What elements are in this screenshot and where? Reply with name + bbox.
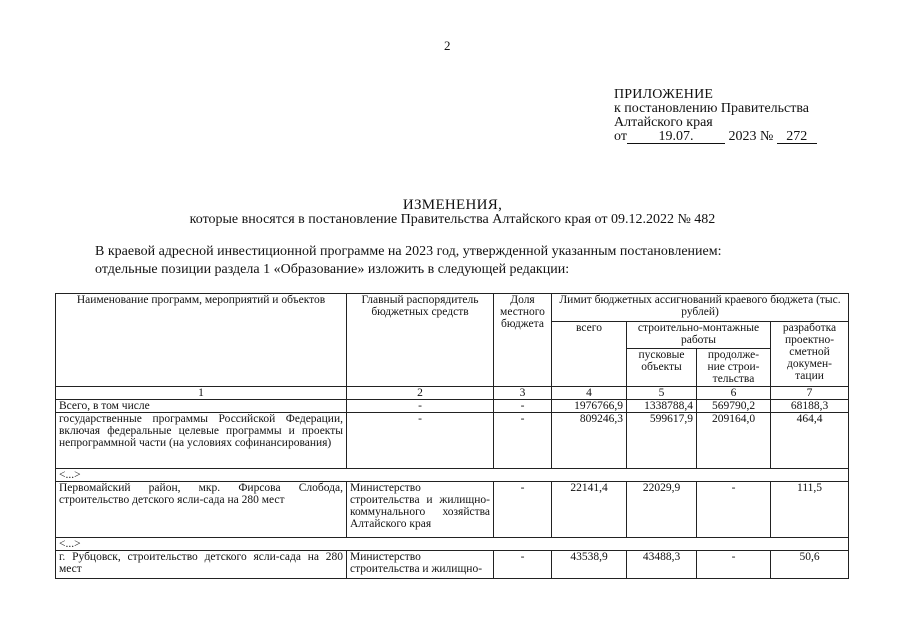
col-number: 1 — [56, 387, 347, 400]
row-startup: 599617,9 — [627, 413, 697, 469]
table-row-state-programs — [56, 413, 849, 469]
document-title: ИЗМЕНЕНИЯ, — [402, 197, 503, 213]
row-total: 22141,4 — [552, 482, 627, 538]
row-manager: - — [347, 400, 494, 413]
row-name: Всего, в том числе — [56, 400, 347, 413]
row-startup: 43488,3 — [627, 551, 697, 579]
row-startup: 1338788,4 — [627, 400, 697, 413]
row-share: - — [494, 400, 552, 413]
col-number: 6 — [697, 387, 771, 400]
row-design: 111,5 — [771, 482, 849, 538]
header-construction: строительно-монтажные работы — [627, 322, 771, 349]
row-share: - — [494, 413, 552, 469]
row-name: государственные программы Российской Федерации, включая федеральные целевые программы и проекты непрограммной части (на условиях софинансирования) — [56, 413, 347, 469]
appendix-year-number-label: 2023 № — [728, 129, 774, 144]
document-subtitle: которые вносятся в постановление Правительства Алтайского края от 09.12.2022 № 482 — [189, 212, 716, 227]
row-total: 1976766,9 — [552, 400, 627, 413]
header-local-share: Доля местного бюджета — [494, 294, 552, 387]
intro-line-2: отдельные позиции раздела 1 «Образование» изложить в следующей редакции: — [95, 262, 570, 277]
row-design: 50,6 — [771, 551, 849, 579]
header-name: Наименование программ, мероприятий и объектов — [56, 294, 347, 387]
appendix-number: 272 — [777, 130, 817, 144]
table-row-total — [56, 400, 849, 413]
appendix-heading: ПРИЛОЖЕНИЕ — [614, 87, 714, 102]
table-row-ellipsis — [56, 469, 849, 482]
table-row-ellipsis — [56, 538, 849, 551]
appendix-date: 19.07. — [627, 130, 725, 144]
row-manager: Министерство строительства и жилищно- — [347, 551, 494, 579]
header-continuing: продолже-ние строи-тельства — [697, 349, 771, 387]
row-name: г. Рубцовск, строительство детского ясли-сада на 280 мест — [56, 551, 347, 579]
ellipsis-marker: <...> — [56, 469, 849, 482]
investment-table — [55, 293, 849, 579]
header-startup: пусковые объекты — [627, 349, 697, 387]
appendix-line-1: к постановлению Правительства — [614, 101, 810, 116]
appendix-date-prefix: от — [614, 129, 627, 144]
row-continuing: - — [697, 482, 771, 538]
row-design: 68188,3 — [771, 400, 849, 413]
col-number: 4 — [552, 387, 627, 400]
table-row-rubtsovsk — [56, 551, 849, 579]
col-number: 2 — [347, 387, 494, 400]
row-manager: Министерство строительства и жилищно-коммунального хозяйства Алтайского края — [347, 482, 494, 538]
row-continuing: - — [697, 551, 771, 579]
row-total: 809246,3 — [552, 413, 627, 469]
row-share: - — [494, 482, 552, 538]
appendix-line-2: Алтайского края — [614, 115, 713, 130]
ellipsis-marker: <...> — [56, 538, 849, 551]
appendix-date-line — [614, 130, 817, 144]
row-design: 464,4 — [771, 413, 849, 469]
intro-paragraph — [95, 243, 795, 279]
row-name: Первомайский район, мкр. Фирсова Слобода, строительство детского ясли-сада на 280 мест — [56, 482, 347, 538]
table-row-pervomaisky — [56, 482, 849, 538]
col-number: 3 — [494, 387, 552, 400]
header-total: всего — [552, 322, 627, 387]
header-budget-limit: Лимит бюджетных ассигнований краевого бюджета (тыс. рублей) — [552, 294, 849, 322]
row-continuing: 209164,0 — [697, 413, 771, 469]
row-total: 43538,9 — [552, 551, 627, 579]
row-startup: 22029,9 — [627, 482, 697, 538]
col-number: 7 — [771, 387, 849, 400]
row-share: - — [494, 551, 552, 579]
row-manager: - — [347, 413, 494, 469]
header-manager: Главный распорядитель бюджетных средств — [347, 294, 494, 387]
header-design-docs: разработка проектно-сметной докумен-тации — [771, 322, 849, 387]
page-number: 2 — [444, 38, 451, 53]
row-continuing: 569790,2 — [697, 400, 771, 413]
col-number: 5 — [627, 387, 697, 400]
intro-line-1: В краевой адресной инвестиционной программе на 2023 год, утвержденной указанным постановлением: — [95, 244, 722, 259]
appendix-block — [614, 88, 817, 144]
